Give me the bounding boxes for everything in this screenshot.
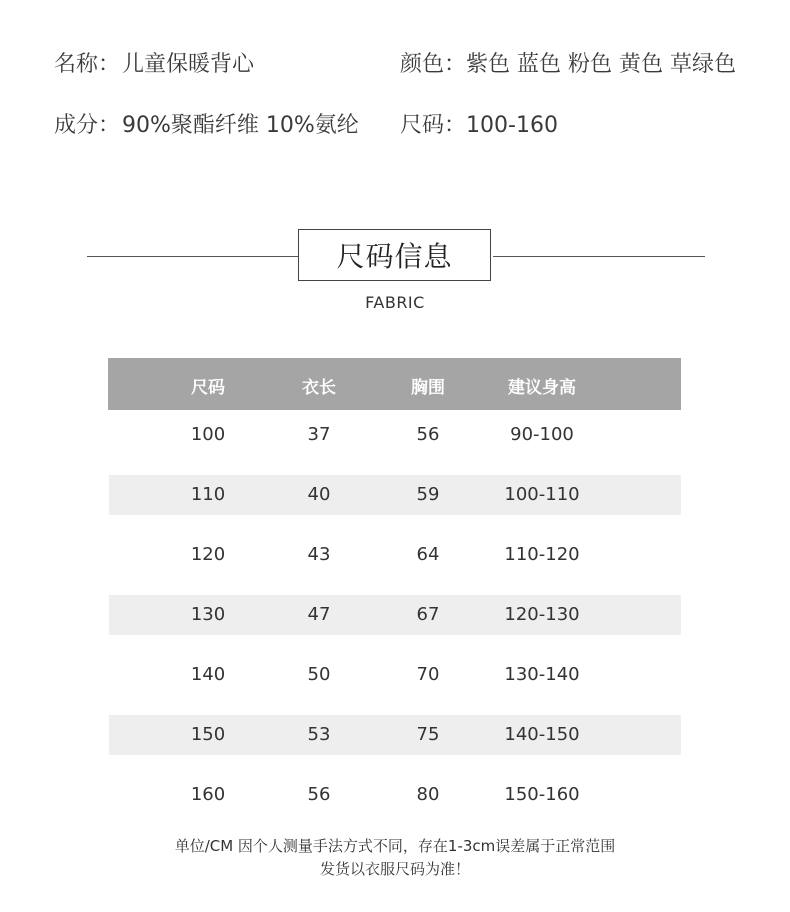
section-title: 尺码信息 — [298, 229, 491, 281]
product-material-value: 90%聚酯纤维 10%氨纶 — [122, 113, 359, 138]
header-chest: 胸围 — [411, 378, 445, 398]
cell-size: 160 — [190, 784, 226, 805]
product-name-value: 儿童保暖背心 — [122, 52, 255, 77]
product-size-label: 尺码： — [400, 113, 467, 138]
product-name-label: 名称： — [54, 52, 121, 77]
shipping-note: 发货以衣服尺码为准！ — [319, 860, 470, 878]
cell-chest: 59 — [416, 484, 440, 505]
cell-height: 120-130 — [504, 604, 580, 625]
cell-chest: 75 — [416, 724, 440, 745]
header-height: 建议身高 — [508, 378, 576, 398]
cell-length: 47 — [307, 604, 331, 625]
table-row — [108, 650, 681, 710]
cell-height: 130-140 — [504, 664, 580, 685]
product-material-line — [54, 108, 359, 139]
table-header-row — [108, 358, 681, 410]
cell-size: 130 — [190, 604, 226, 625]
cell-chest: 67 — [416, 604, 440, 625]
cell-length: 56 — [307, 784, 331, 805]
table-row — [108, 470, 681, 530]
section-divider-right — [493, 256, 705, 257]
product-material-label: 成分： — [54, 113, 121, 138]
product-color-label: 颜色： — [400, 52, 467, 77]
cell-chest: 64 — [416, 544, 440, 565]
cell-height: 110-120 — [504, 544, 580, 565]
cell-size: 100 — [190, 424, 226, 445]
product-color-value: 紫色 蓝色 粉色 黄色 草绿色 — [466, 52, 736, 77]
product-size-value: 100-160 — [466, 113, 558, 138]
header-size: 尺码 — [191, 378, 225, 398]
cell-chest: 70 — [416, 664, 440, 685]
table-row — [108, 590, 681, 650]
table-row — [108, 770, 681, 830]
cell-height: 90-100 — [510, 424, 574, 445]
cell-chest: 56 — [416, 424, 440, 445]
cell-chest: 80 — [416, 784, 440, 805]
product-color-line — [400, 47, 736, 78]
cell-size: 150 — [190, 724, 226, 745]
cell-height: 150-160 — [504, 784, 580, 805]
cell-length: 37 — [307, 424, 331, 445]
cell-size: 110 — [190, 484, 226, 505]
section-subtitle: FABRIC — [365, 293, 425, 312]
cell-height: 140-150 — [504, 724, 580, 745]
section-divider-left — [87, 256, 299, 257]
size-table — [108, 358, 681, 830]
table-row — [108, 410, 681, 470]
header-length: 衣长 — [302, 378, 336, 398]
cell-size: 120 — [190, 544, 226, 565]
product-name-line — [54, 47, 254, 78]
table-row — [108, 710, 681, 770]
cell-size: 140 — [190, 664, 226, 685]
measurement-note: 单位/CM 因个人测量手法方式不同，存在1-3cm误差属于正常范围 — [174, 837, 616, 855]
cell-height: 100-110 — [504, 484, 580, 505]
cell-length: 50 — [307, 664, 331, 685]
cell-length: 43 — [307, 544, 331, 565]
cell-length: 40 — [307, 484, 331, 505]
product-size-line — [400, 108, 558, 139]
cell-length: 53 — [307, 724, 331, 745]
table-row — [108, 530, 681, 590]
